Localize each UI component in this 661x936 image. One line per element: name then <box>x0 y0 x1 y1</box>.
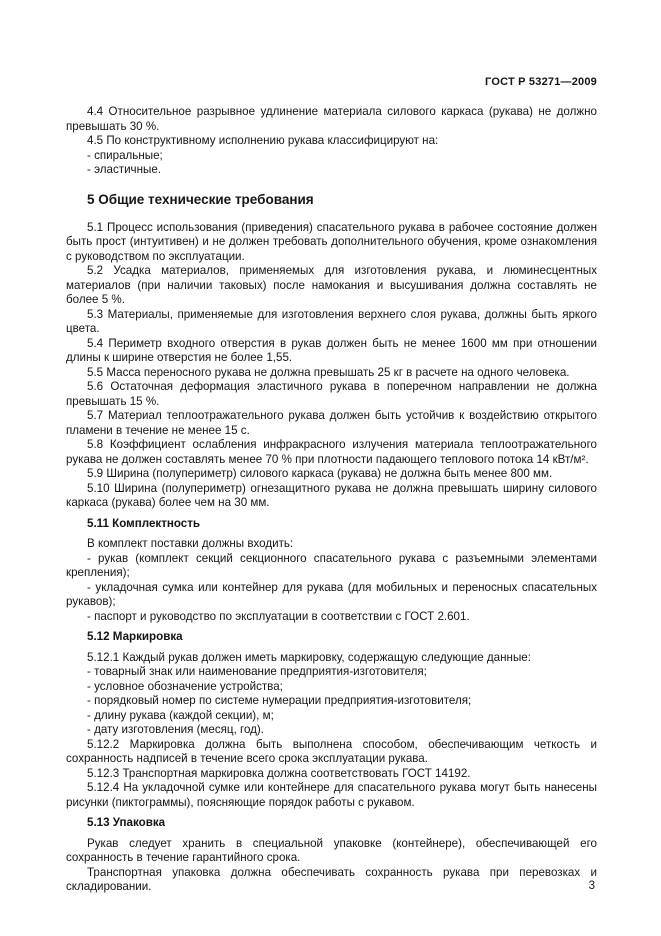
document-body <box>66 105 597 895</box>
subsection-heading: 5.12 Маркировка <box>87 630 183 643</box>
paragraph: - длину рукава (каждой секции), м; <box>87 708 274 722</box>
paragraph: Транспортная упаковка должна обеспечивать сохранность рукава при перевозках и складировании. <box>66 865 597 893</box>
paragraph: 5.4 Периметр входного отверстия в рукав должен быть не менее 1600 мм при отношении длины к ширине отверстия не более 1,55. <box>66 336 597 364</box>
section-heading: 5 Общие технические требования <box>87 191 314 207</box>
document-header: ГОСТ Р 53271—2009 <box>485 76 597 88</box>
paragraph: - спиральные; <box>87 148 163 162</box>
page-number: 3 <box>588 880 595 892</box>
subsection-heading: 5.13 Упаковка <box>87 816 166 829</box>
paragraph: 4.5 По конструктивному исполнению рукава классифицируют на: <box>87 134 439 147</box>
paragraph: 5.8 Коэффициент ослабления инфракрасного излучения материала теплоотражательного рукава не должен составлять менее 70 % при плотности падающего теплового потока 14 кВт/м². <box>66 438 597 466</box>
paragraph: - дату изготовления (месяц, год). <box>87 723 265 736</box>
paragraph: 5.9 Ширина (полупериметр) силового каркаса (рукава) не должна быть менее 800 мм. <box>87 467 553 480</box>
paragraph: - эластичные. <box>87 163 161 176</box>
paragraph: - паспорт и руководство по эксплуатации в соответствии с ГОСТ 2.601. <box>87 609 470 623</box>
paragraph: - рукав (комплект секций секционного спасательного рукава с разъемными элементами крепления); <box>66 551 597 579</box>
paragraph: 5.12.2 Маркировка должна быть выполнена способом, обеспечивающим четкость и сохранность надписей в течение всего срока эксплуатации рукава. <box>66 737 597 765</box>
paragraph: - порядковый номер по системе нумерации предприятия-изготовителя; <box>87 694 472 707</box>
paragraph: - укладочная сумка или контейнер для рукава (для мобильных и переносных спасательных рукавов); <box>66 580 597 608</box>
paragraph: 5.2 Усадка материалов, применяемых для изготовления рукава, и люминесцентных материалов (при наличии таковых) после намокания и высушивания должна составлять не более 5 %. <box>66 264 597 306</box>
paragraph: 4.4 Относительное разрывное удлинение материала силового каркаса (рукава) не должно превышать 30 %. <box>66 105 597 133</box>
paragraph: - товарный знак или наименование предприятия-изготовителя; <box>87 665 427 678</box>
paragraph: 5.3 Материалы, применяемые для изготовления верхнего слоя рукава, должны быть яркого цвета. <box>66 307 597 335</box>
subsection-heading: 5.11 Комплектность <box>87 516 201 530</box>
paragraph: 5.5 Масса переносного рукава не должна превышать 25 кг в расчете на одного человека. <box>87 365 570 379</box>
paragraph: 5.12.1 Каждый рукав должен иметь маркировку, содержащую следующие данные: <box>87 650 531 664</box>
paragraph: 5.6 Остаточная деформация эластичного рукава в поперечном направлении не должна превышать 15 %. <box>66 380 597 408</box>
paragraph: 5.12.3 Транспортная маркировка должна соответствовать ГОСТ 14192. <box>87 766 471 780</box>
paragraph: В комплект поставки должны входить: <box>87 537 294 550</box>
paragraph: 5.10 Ширина (полупериметр) огнезащитного рукава не должна превышать ширину силового каркаса (рукава) более чем на 30 мм. <box>66 481 597 509</box>
paragraph: 5.12.4 На укладочной сумке или контейнере для спасательного рукава могут быть нанесены рисунки (пиктограммы), поясняющие порядок работы с рукавом. <box>66 781 597 809</box>
document-content <box>66 76 597 895</box>
paragraph: 5.1 Процесс использования (приведения) спасательного рукава в рабочее состояние должен быть прост (интуитивен) и не должен требовать дополнительного обучения, кроме ознакомления с руководством по эксплуатации. <box>66 220 597 263</box>
paragraph: Рукав следует хранить в специальной упаковке (контейнере), обеспечивающей его сохранность в течение гарантийного срока. <box>66 836 597 864</box>
paragraph: - условное обозначение устройства; <box>87 679 283 693</box>
paragraph: 5.7 Материал теплоотражательного рукава должен быть устойчив к воздействию открытого пламени в течение не менее 15 с. <box>66 409 597 437</box>
